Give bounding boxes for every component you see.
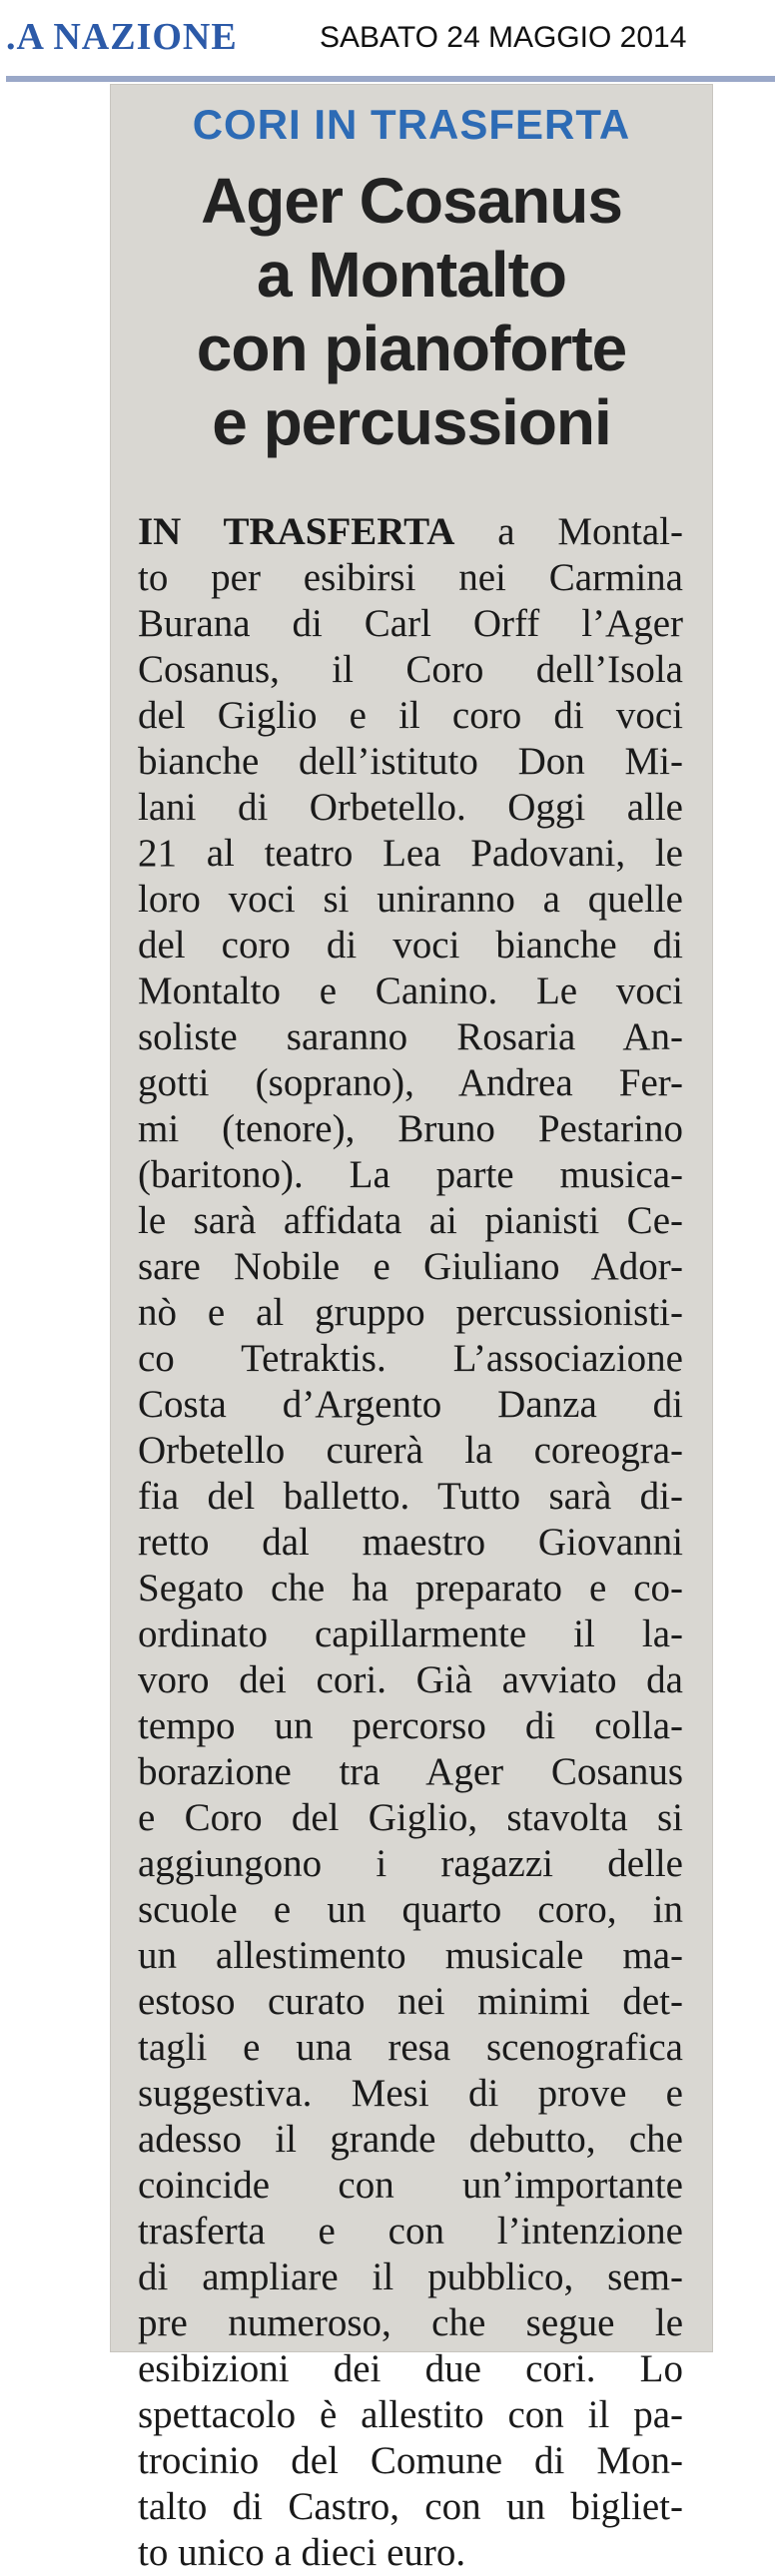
body-line: estoso curato nei minimi det- xyxy=(138,1980,683,2023)
body-line: ordinato capillarmente il la- xyxy=(138,1612,683,1655)
masthead-divider xyxy=(6,76,775,82)
newspaper-name: .A NAZIONE xyxy=(6,16,238,58)
body-line: lani di Orbetello. Oggi alle xyxy=(138,786,683,829)
body-line: tempo un percorso di colla- xyxy=(138,1704,683,1747)
article-headline xyxy=(110,164,713,459)
body-line: to per esibirsi nei Carmina xyxy=(138,556,683,599)
body-line: Burana di Carl Orff l’Ager xyxy=(138,602,683,645)
body-line: to unico a dieci euro. xyxy=(138,2531,466,2574)
body-line: 21 al teatro Lea Padovani, le xyxy=(138,832,683,875)
body-line: gotti (soprano), Andrea Fer- xyxy=(138,1061,683,1104)
body-line: sare Nobile e Giuliano Ador- xyxy=(138,1245,683,1288)
body-line: borazione tra Ager Cosanus xyxy=(138,1750,683,1793)
body-line: trocinio del Comune di Mon- xyxy=(138,2439,683,2482)
body-line: e Coro del Giglio, stavolta si xyxy=(138,1796,683,1839)
body-line: loro voci si uniranno a quelle xyxy=(138,878,683,921)
body-line: mi (tenore), Bruno Pestarino xyxy=(138,1107,683,1150)
masthead xyxy=(0,14,775,72)
body-line: soliste saranno Rosaria An- xyxy=(138,1015,683,1058)
body-line: esibizioni dei due cori. Lo xyxy=(138,2347,683,2390)
article-lead: IN TRASFERTA xyxy=(138,510,455,553)
body-line: le sarà affidata ai pianisti Ce- xyxy=(138,1199,683,1242)
body-line: un allestimento musicale ma- xyxy=(138,1934,683,1977)
body-line: pre numeroso, che segue le xyxy=(138,2301,683,2344)
body-line: Costa d’Argento Danza di xyxy=(138,1383,683,1426)
body-line: coincide con un’importante xyxy=(138,2164,683,2207)
body-line: del Giglio e il coro di voci xyxy=(138,694,683,737)
body-line: di ampliare il pubblico, sem- xyxy=(138,2255,683,2298)
body-line: retto dal maestro Giovanni xyxy=(138,1521,683,1564)
body-line: del coro di voci bianche di xyxy=(138,924,683,966)
headline-line: Ager Cosanus xyxy=(201,165,622,237)
body-line: nò e al gruppo percussionisti- xyxy=(138,1291,683,1334)
body-line: Cosanus, il Coro dell’Isola xyxy=(138,648,683,691)
article-kicker: CORI IN TRASFERTA xyxy=(192,101,631,148)
issue-date: SABATO 24 MAGGIO 2014 xyxy=(320,21,687,54)
body-line: voro dei cori. Già avviato da xyxy=(138,1658,683,1701)
body-line: talto di Castro, con un bigliet- xyxy=(138,2485,683,2528)
body-line: tagli e una resa scenografica xyxy=(138,2026,683,2069)
body-line: aggiungono i ragazzi delle xyxy=(138,1842,683,1885)
body-line-text: a Montal- xyxy=(454,510,683,553)
headline-line: e percussioni xyxy=(212,386,611,458)
body-line: bianche dell’istituto Don Mi- xyxy=(138,740,683,783)
article-body xyxy=(138,509,683,2576)
body-line: trasferta e con l’intenzione xyxy=(138,2210,683,2253)
body-line: scuole e un quarto coro, in xyxy=(138,1888,683,1931)
body-line: fia del balletto. Tutto sarà di- xyxy=(138,1475,683,1518)
article-clipping xyxy=(110,84,713,2574)
body-line: Montalto e Canino. Le voci xyxy=(138,969,683,1012)
headline-line: con pianoforte xyxy=(196,313,627,384)
headline-line: a Montalto xyxy=(257,239,566,311)
body-line: Orbetello curerà la coreogra- xyxy=(138,1429,683,1472)
body-line: spettacolo è allestito con il pa- xyxy=(138,2393,683,2436)
body-line: co Tetraktis. L’associazione xyxy=(138,1337,683,1380)
body-line: Segato che ha preparato e co- xyxy=(138,1567,683,1610)
body-line: suggestiva. Mesi di prove e xyxy=(138,2072,683,2115)
body-line: (baritono). La parte musica- xyxy=(138,1153,683,1196)
body-line: adesso il grande debutto, che xyxy=(138,2118,683,2161)
body-line xyxy=(138,509,683,555)
